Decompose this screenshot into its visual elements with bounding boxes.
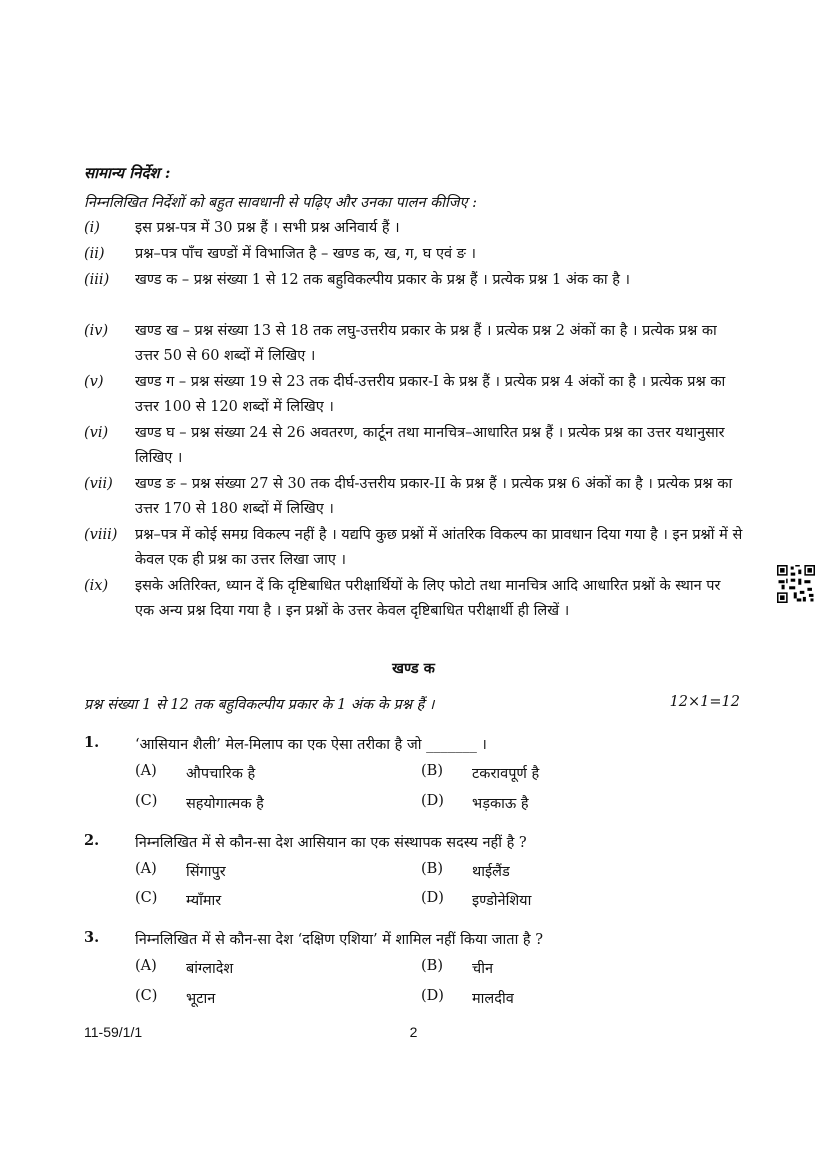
section-marks: 12×1=12	[669, 694, 740, 710]
option-text: चीन	[472, 961, 494, 977]
option-label: (A)	[135, 763, 157, 779]
question-number: 3.	[84, 929, 100, 946]
section-instruction	[84, 694, 740, 714]
option-text: म्याँमार	[186, 893, 222, 909]
instructions-intro: निम्नलिखित निर्देशों को बहुत सावधानी से पढ़िए और उनका पालन कीजिए :	[84, 195, 478, 211]
option-label: (B)	[421, 861, 443, 877]
instruction-number: (vii)	[84, 476, 113, 492]
instruction-item	[84, 472, 744, 522]
instruction-text: प्रश्न–पत्र में कोई समग्र विकल्प नहीं है । यद्यपि कुछ प्रश्नों में आंतरिक विकल्प का प्रावधान दिया गया है । इन प्रश्नों में से केवल एक ही प्रश्न का उत्तर लिखा जाए ।	[135, 527, 743, 568]
instruction-number: (ii)	[84, 246, 105, 262]
instruction-item	[84, 216, 744, 241]
option-text: भड़काऊ है	[472, 796, 529, 812]
instruction-item	[84, 574, 744, 624]
option-label: (C)	[135, 793, 158, 809]
option-text: थाईलैंड	[472, 864, 510, 880]
instructions-heading: सामान्य निर्देश :	[84, 164, 171, 182]
page-number: 2	[409, 1024, 418, 1040]
instruction-number: (vi)	[84, 425, 109, 441]
option-label: (D)	[421, 988, 444, 1004]
option-text: भूटान	[186, 991, 216, 1007]
instruction-text: खण्ड घ – प्रश्न संख्या 24 से 26 अवतरण, कार्टून तथा मानचित्र–आधारित प्रश्न हैं । प्रत्येक प्रश्न का उत्तर यथानुसार लिखिए ।	[135, 425, 725, 466]
option-text: टकरावपूर्ण है	[472, 766, 540, 782]
option-label: (A)	[135, 958, 157, 974]
question-text: निम्नलिखित में से कौन-सा देश आसियान का एक संस्थापक सदस्य नहीं है ?	[135, 835, 527, 851]
instruction-text: खण्ड ग – प्रश्न संख्या 19 से 23 तक दीर्घ-उत्तरीय प्रकार-I के प्रश्न हैं । प्रत्येक प्रश्न 4 अंकों का है । प्रत्येक प्रश्न का उत्तर 100 से 120 शब्दों में लिखिए ।	[135, 374, 726, 415]
instruction-number: (i)	[84, 220, 100, 236]
option-label: (D)	[421, 890, 444, 906]
option-text: बांग्लादेश	[186, 961, 234, 977]
instruction-text: इस प्रश्न-पत्र में 30 प्रश्न हैं । सभी प्रश्न अनिवार्य हैं ।	[135, 220, 400, 236]
question-text: निम्नलिखित में से कौन-सा देश ‘दक्षिण एशिया’ में शामिल नहीं किया जाता है ?	[135, 932, 544, 948]
instruction-number: (ix)	[84, 578, 109, 594]
option-label: (B)	[421, 958, 443, 974]
instruction-text: खण्ड ख – प्रश्न संख्या 13 से 18 तक लघु-उत्तरीय प्रकार के प्रश्न हैं । प्रत्येक प्रश्न 2 अंकों का है । प्रत्येक प्रश्न का उत्तर 50 से 60 शब्दों में लिखिए ।	[135, 323, 717, 364]
qr-code-icon	[777, 565, 815, 603]
option-label: (C)	[135, 890, 158, 906]
section-title: खण्ड क	[392, 660, 435, 677]
option-label: (C)	[135, 988, 158, 1004]
instruction-number: (iv)	[84, 323, 109, 339]
instruction-text: खण्ड ङ – प्रश्न संख्या 27 से 30 तक दीर्घ-उत्तरीय प्रकार-II के प्रश्न हैं । प्रत्येक प्रश्न 6 अंकों का है । प्रत्येक प्रश्न का उत्तर 170 से 180 शब्दों में लिखिए ।	[135, 476, 733, 517]
question-number: 1.	[84, 734, 100, 751]
instruction-item	[84, 319, 744, 369]
instruction-number: (v)	[84, 374, 104, 390]
instruction-text: इसके अतिरिक्त, ध्यान दें कि दृष्टिबाधित परीक्षार्थियों के लिए फोटो तथा मानचित्र आदि आधारित प्रश्नों के स्थान पर एक अन्य प्रश्न दिया गया है । इन प्रश्नों के उत्तर केवल दृष्टिबाधित परीक्षार्थी ही लिखें ।	[135, 578, 721, 619]
question-number: 2.	[84, 832, 100, 849]
instruction-item	[84, 523, 744, 573]
instruction-item	[84, 242, 744, 267]
question-text: ‘आसियान शैली’ मेल-मिलाप का एक ऐसा तरीका है जो _______ ।	[135, 737, 487, 753]
option-text: सहयोगात्मक है	[186, 796, 264, 812]
instruction-item	[84, 421, 744, 471]
option-text: मालदीव	[472, 991, 514, 1007]
instruction-number: (iii)	[84, 272, 110, 288]
instruction-item	[84, 268, 744, 293]
option-text: औपचारिक है	[186, 766, 256, 782]
paper-code: 11-59/1/1	[84, 1024, 143, 1040]
instruction-text: खण्ड क – प्रश्न संख्या 1 से 12 तक बहुविकल्पीय प्रकार के प्रश्न हैं । प्रत्येक प्रश्न 1 अंक का है ।	[135, 272, 631, 288]
section-instruction-text: प्रश्न संख्या 1 से 12 तक बहुविकल्पीय प्रकार के 1 अंक के प्रश्न हैं ।	[84, 697, 435, 713]
option-label: (D)	[421, 793, 444, 809]
option-label: (B)	[421, 763, 443, 779]
option-label: (A)	[135, 861, 157, 877]
instruction-text: प्रश्न–पत्र पाँच खण्डों में विभाजित है – खण्ड क, ख, ग, घ एवं ङ ।	[135, 246, 477, 262]
option-text: सिंगापुर	[186, 864, 226, 880]
instruction-number: (viii)	[84, 527, 118, 543]
instruction-item	[84, 370, 744, 420]
option-text: इण्डोनेशिया	[472, 893, 532, 909]
